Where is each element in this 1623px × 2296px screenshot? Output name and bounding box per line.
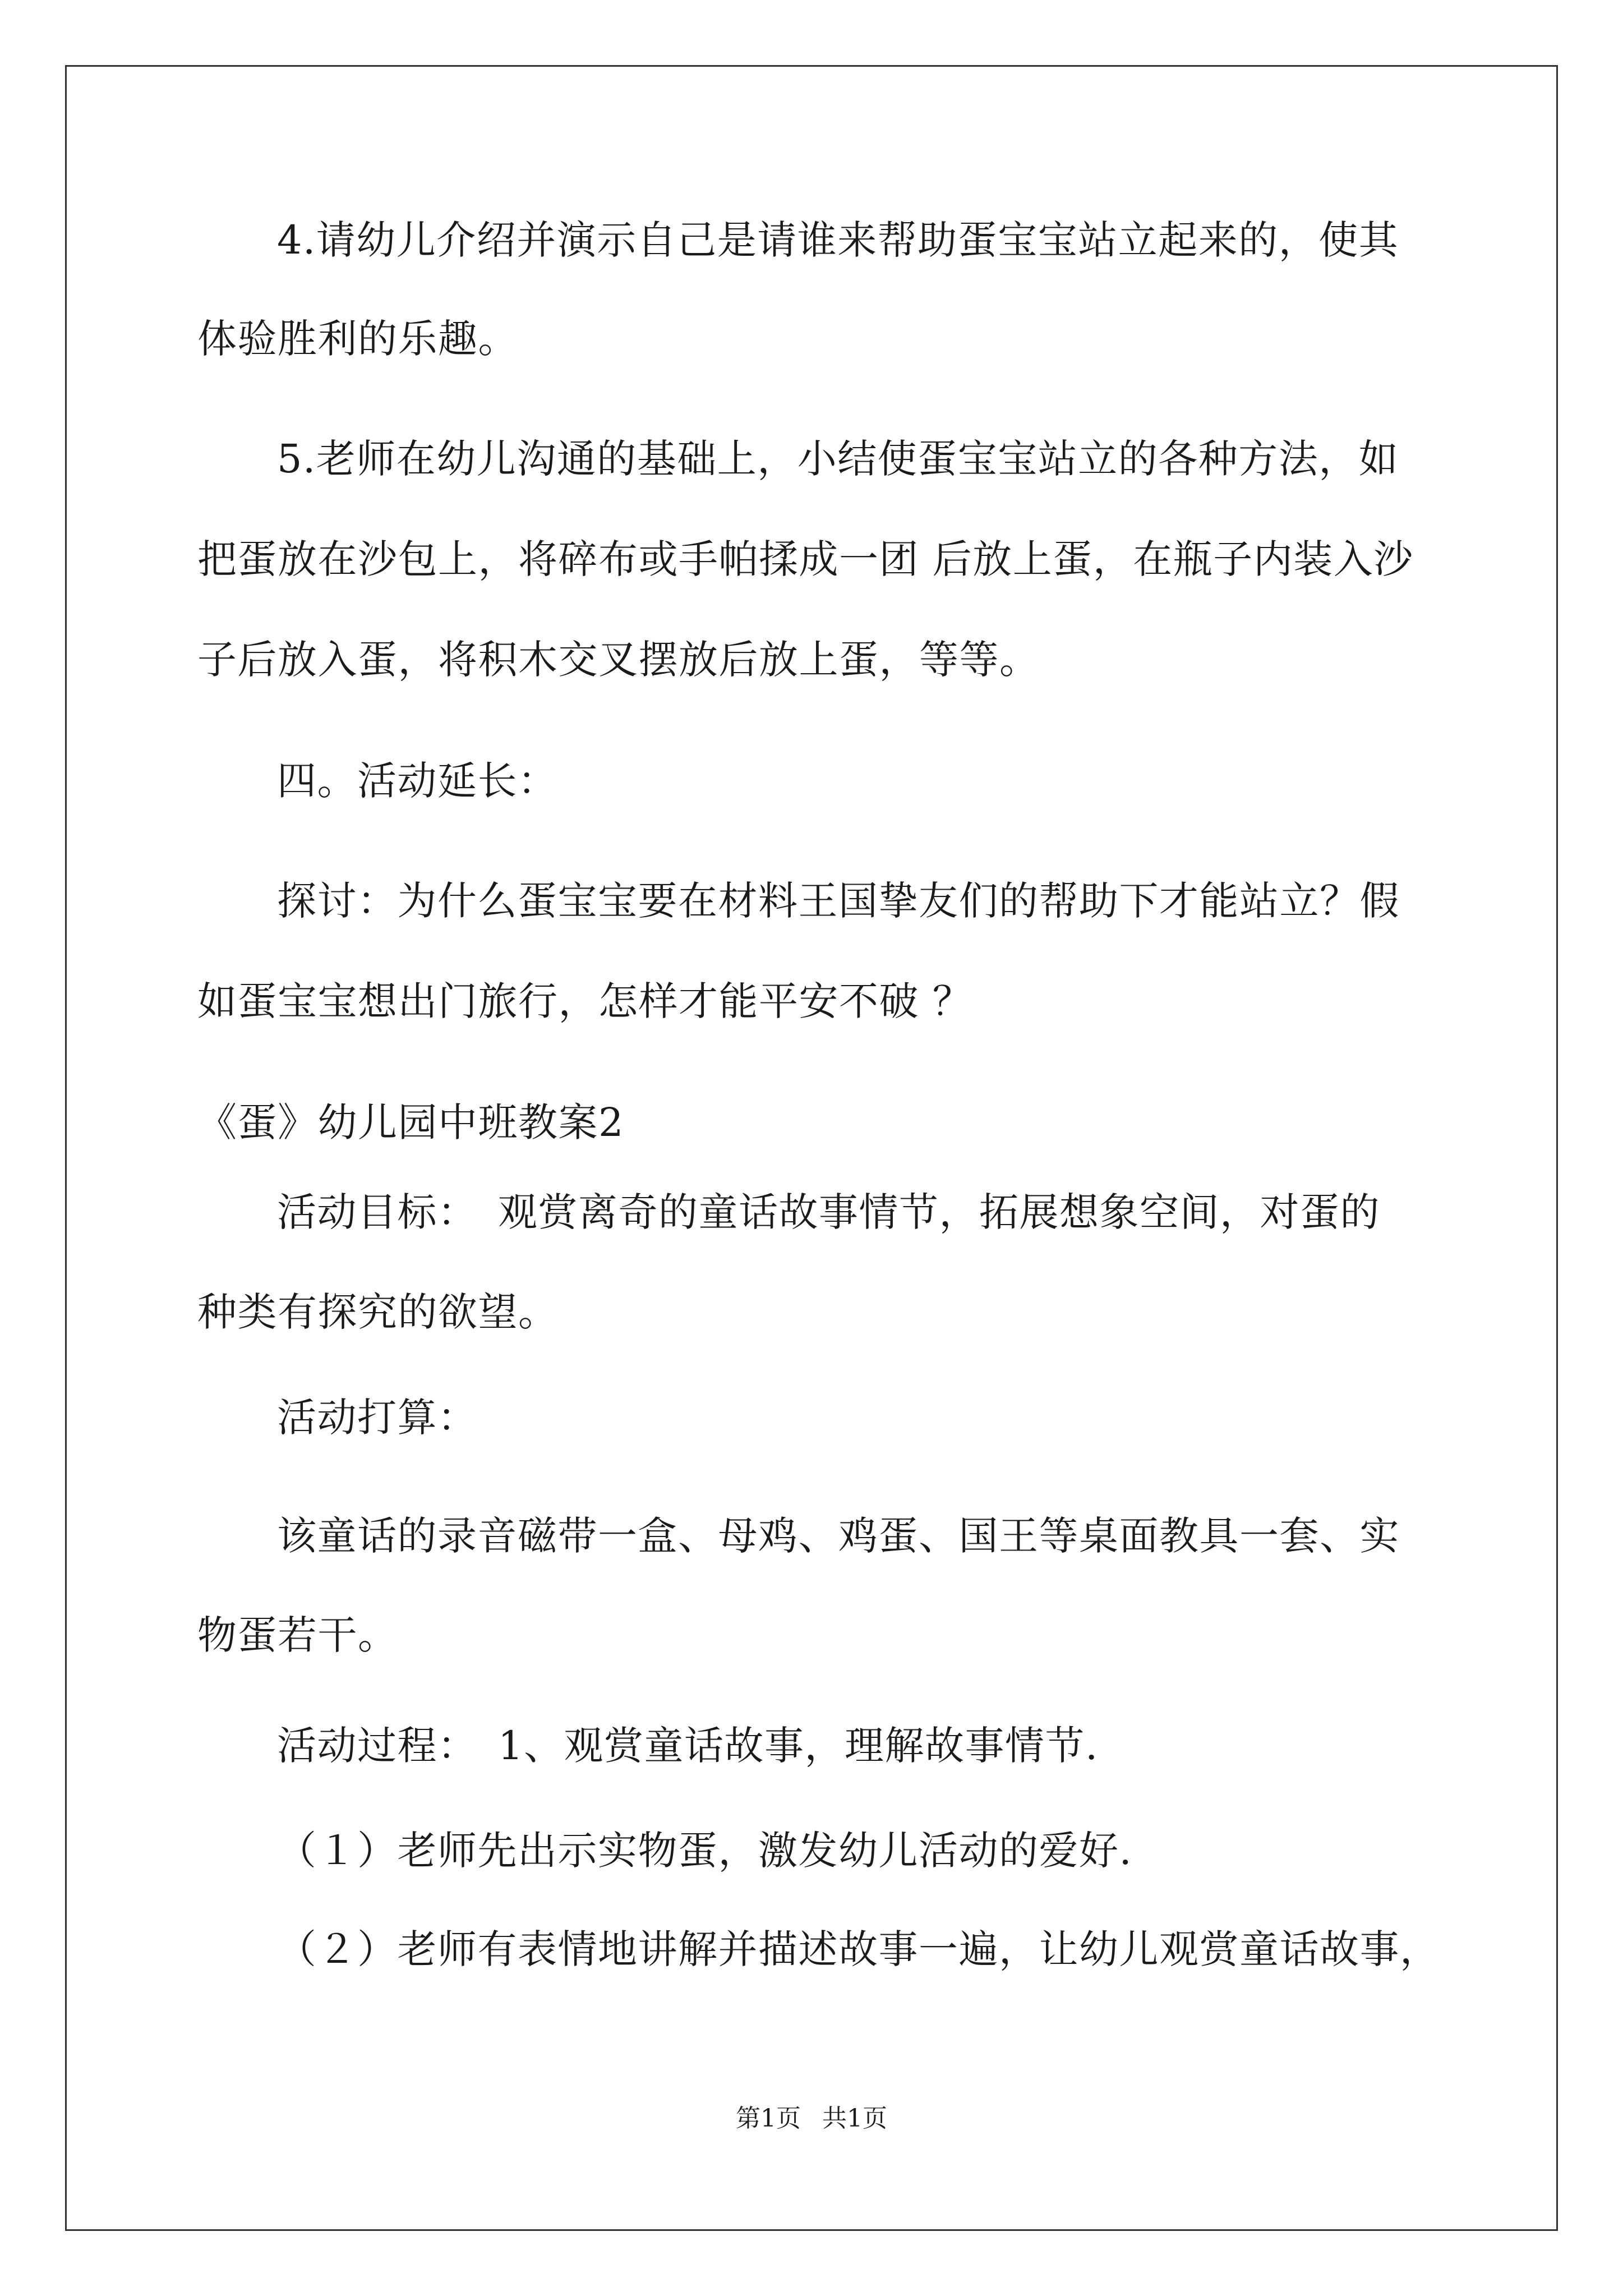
body-line-7: 探讨：为什么蛋宝宝要在材料王国挚友们的帮助下才能站立？假 (277, 878, 1400, 924)
page-number-total: 共1页 (822, 2104, 887, 2133)
body-line-17: （２）老师有表情地讲解并描述故事一遍，让幼儿观赏童话故事， (277, 1926, 1440, 1972)
body-line-4: 把蛋放在沙包上，将碎布或手帕揉成一团 后放上蛋，在瓶子内装入沙 (197, 536, 1414, 582)
lesson-title: 《蛋》幼儿园中班教案2 (197, 1099, 625, 1145)
body-line-2: 体验胜利的乐趣。 (197, 316, 518, 362)
body-line-1: 4.请幼儿介绍并演示自己是请谁来帮助蛋宝宝站立起来的，使其 (277, 217, 1399, 263)
body-line-8: 如蛋宝宝想出门旅行，怎样才能平安不破 ？ (197, 978, 973, 1024)
page-border (65, 65, 1558, 2231)
section-heading-preparation: 活动打算： (277, 1395, 478, 1441)
body-line-11: 种类有探究的欲望。 (197, 1289, 559, 1335)
section-heading-extension: 四。活动延长： (277, 758, 558, 804)
body-line-3: 5.老师在幼儿沟通的基础上，小结使蛋宝宝站立的各种方法，如 (277, 436, 1399, 482)
body-line-5: 子后放入蛋，将积木交叉摆放后放上蛋，等等。 (197, 637, 1040, 683)
body-line-13: 该童话的录音磁带一盒、母鸡、鸡蛋、国王等桌面教具一套、实 (277, 1513, 1400, 1559)
body-line-14: 物蛋若干。 (197, 1612, 398, 1658)
body-line-10: 活动目标： 观赏离奇的童话故事情节，拓展想象空间，对蛋的 (277, 1189, 1380, 1235)
body-line-15: 活动过程： 1、观赏童话故事，理解故事情节. (277, 1723, 1099, 1769)
page-footer (0, 2105, 1623, 2133)
page-number-current: 第1页 (736, 2104, 801, 2133)
body-line-16: （１）老师先出示实物蛋，激发幼儿活动的爱好. (277, 1828, 1133, 1874)
